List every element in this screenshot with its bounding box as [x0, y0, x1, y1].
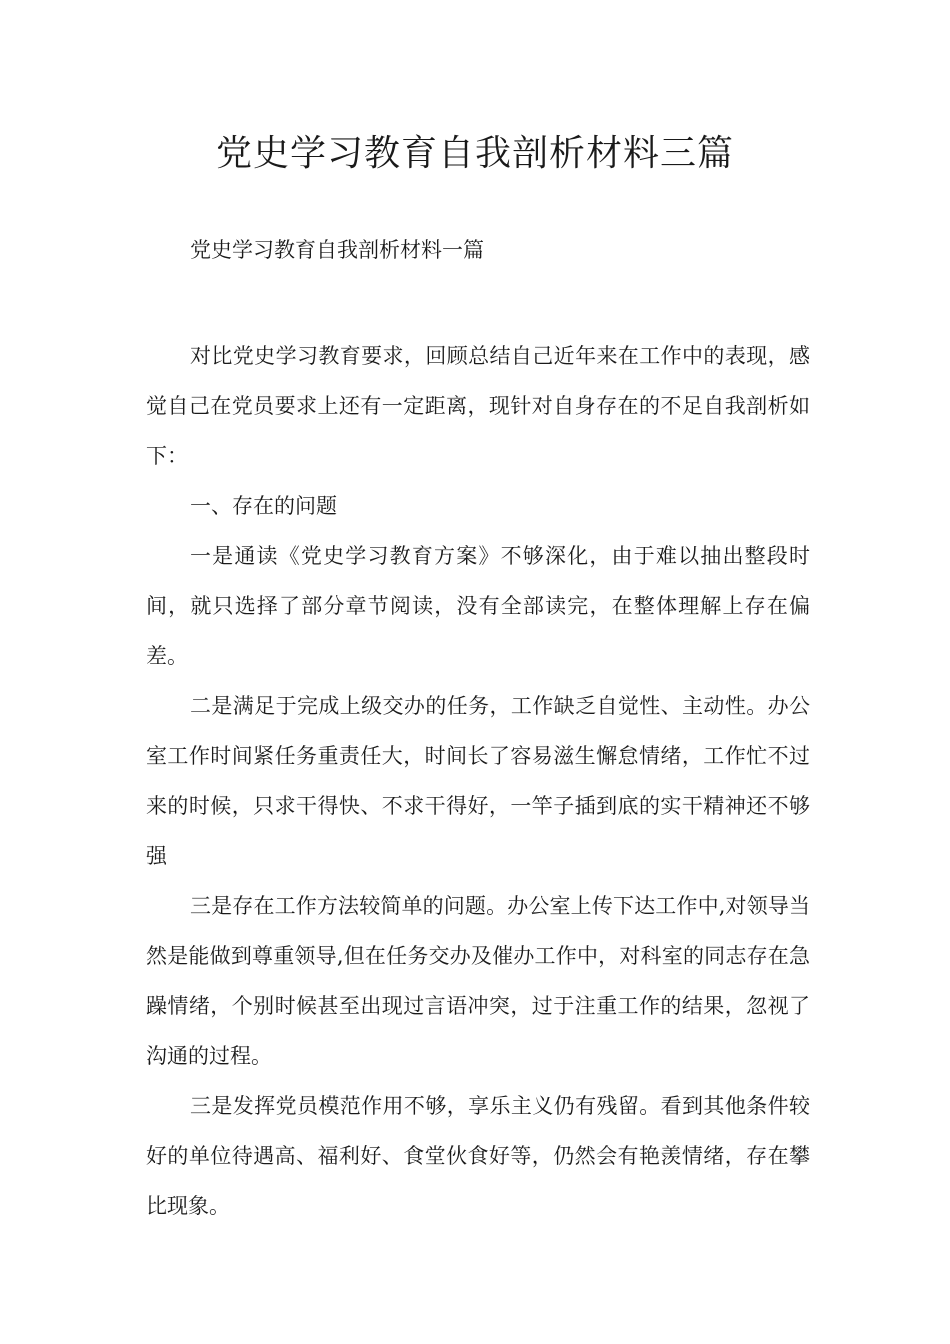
document-body	[146, 331, 810, 1231]
paragraph-point-2: 二是满足于完成上级交办的任务，工作缺乏自觉性、主动性。办公室工作时间紧任务重责任大，时间长了容易滋生懈怠情绪，工作忙不过来的时候，只求干得快、不求干得好，一竿子插到底的实干精神还不够强	[146, 694, 810, 868]
section-heading-problems: 一、存在的问题	[190, 494, 337, 518]
paragraph-point-1: 一是通读《党史学习教育方案》不够深化，由于难以抽出整段时间，就只选择了部分章节阅读，没有全部读完，在整体理解上存在偏差。	[146, 544, 810, 668]
paragraph-point-4: 三是发挥党员模范作用不够，享乐主义仍有残留。看到其他条件较好的单位待遇高、福利好、食堂伙食好等，仍然会有艳羡情绪，存在攀比现象。	[146, 1094, 810, 1218]
document-title: 党史学习教育自我剖析材料三篇	[215, 133, 734, 174]
paragraph-intro: 对比党史学习教育要求，回顾总结自己近年来在工作中的表现，感觉自己在党员要求上还有一定距离，现针对自身存在的不足自我剖析如下：	[146, 344, 810, 468]
document-subtitle: 党史学习教育自我剖析材料一篇	[190, 238, 484, 262]
paragraph-point-3: 三是存在工作方法较简单的问题。办公室上传下达工作中,对领导当然是能做到尊重领导,但在任务交办及催办工作中，对科室的同志存在急躁情绪，个别时候甚至出现过言语冲突，过于注重工作的结果，忽视了沟通的过程。	[146, 894, 810, 1068]
